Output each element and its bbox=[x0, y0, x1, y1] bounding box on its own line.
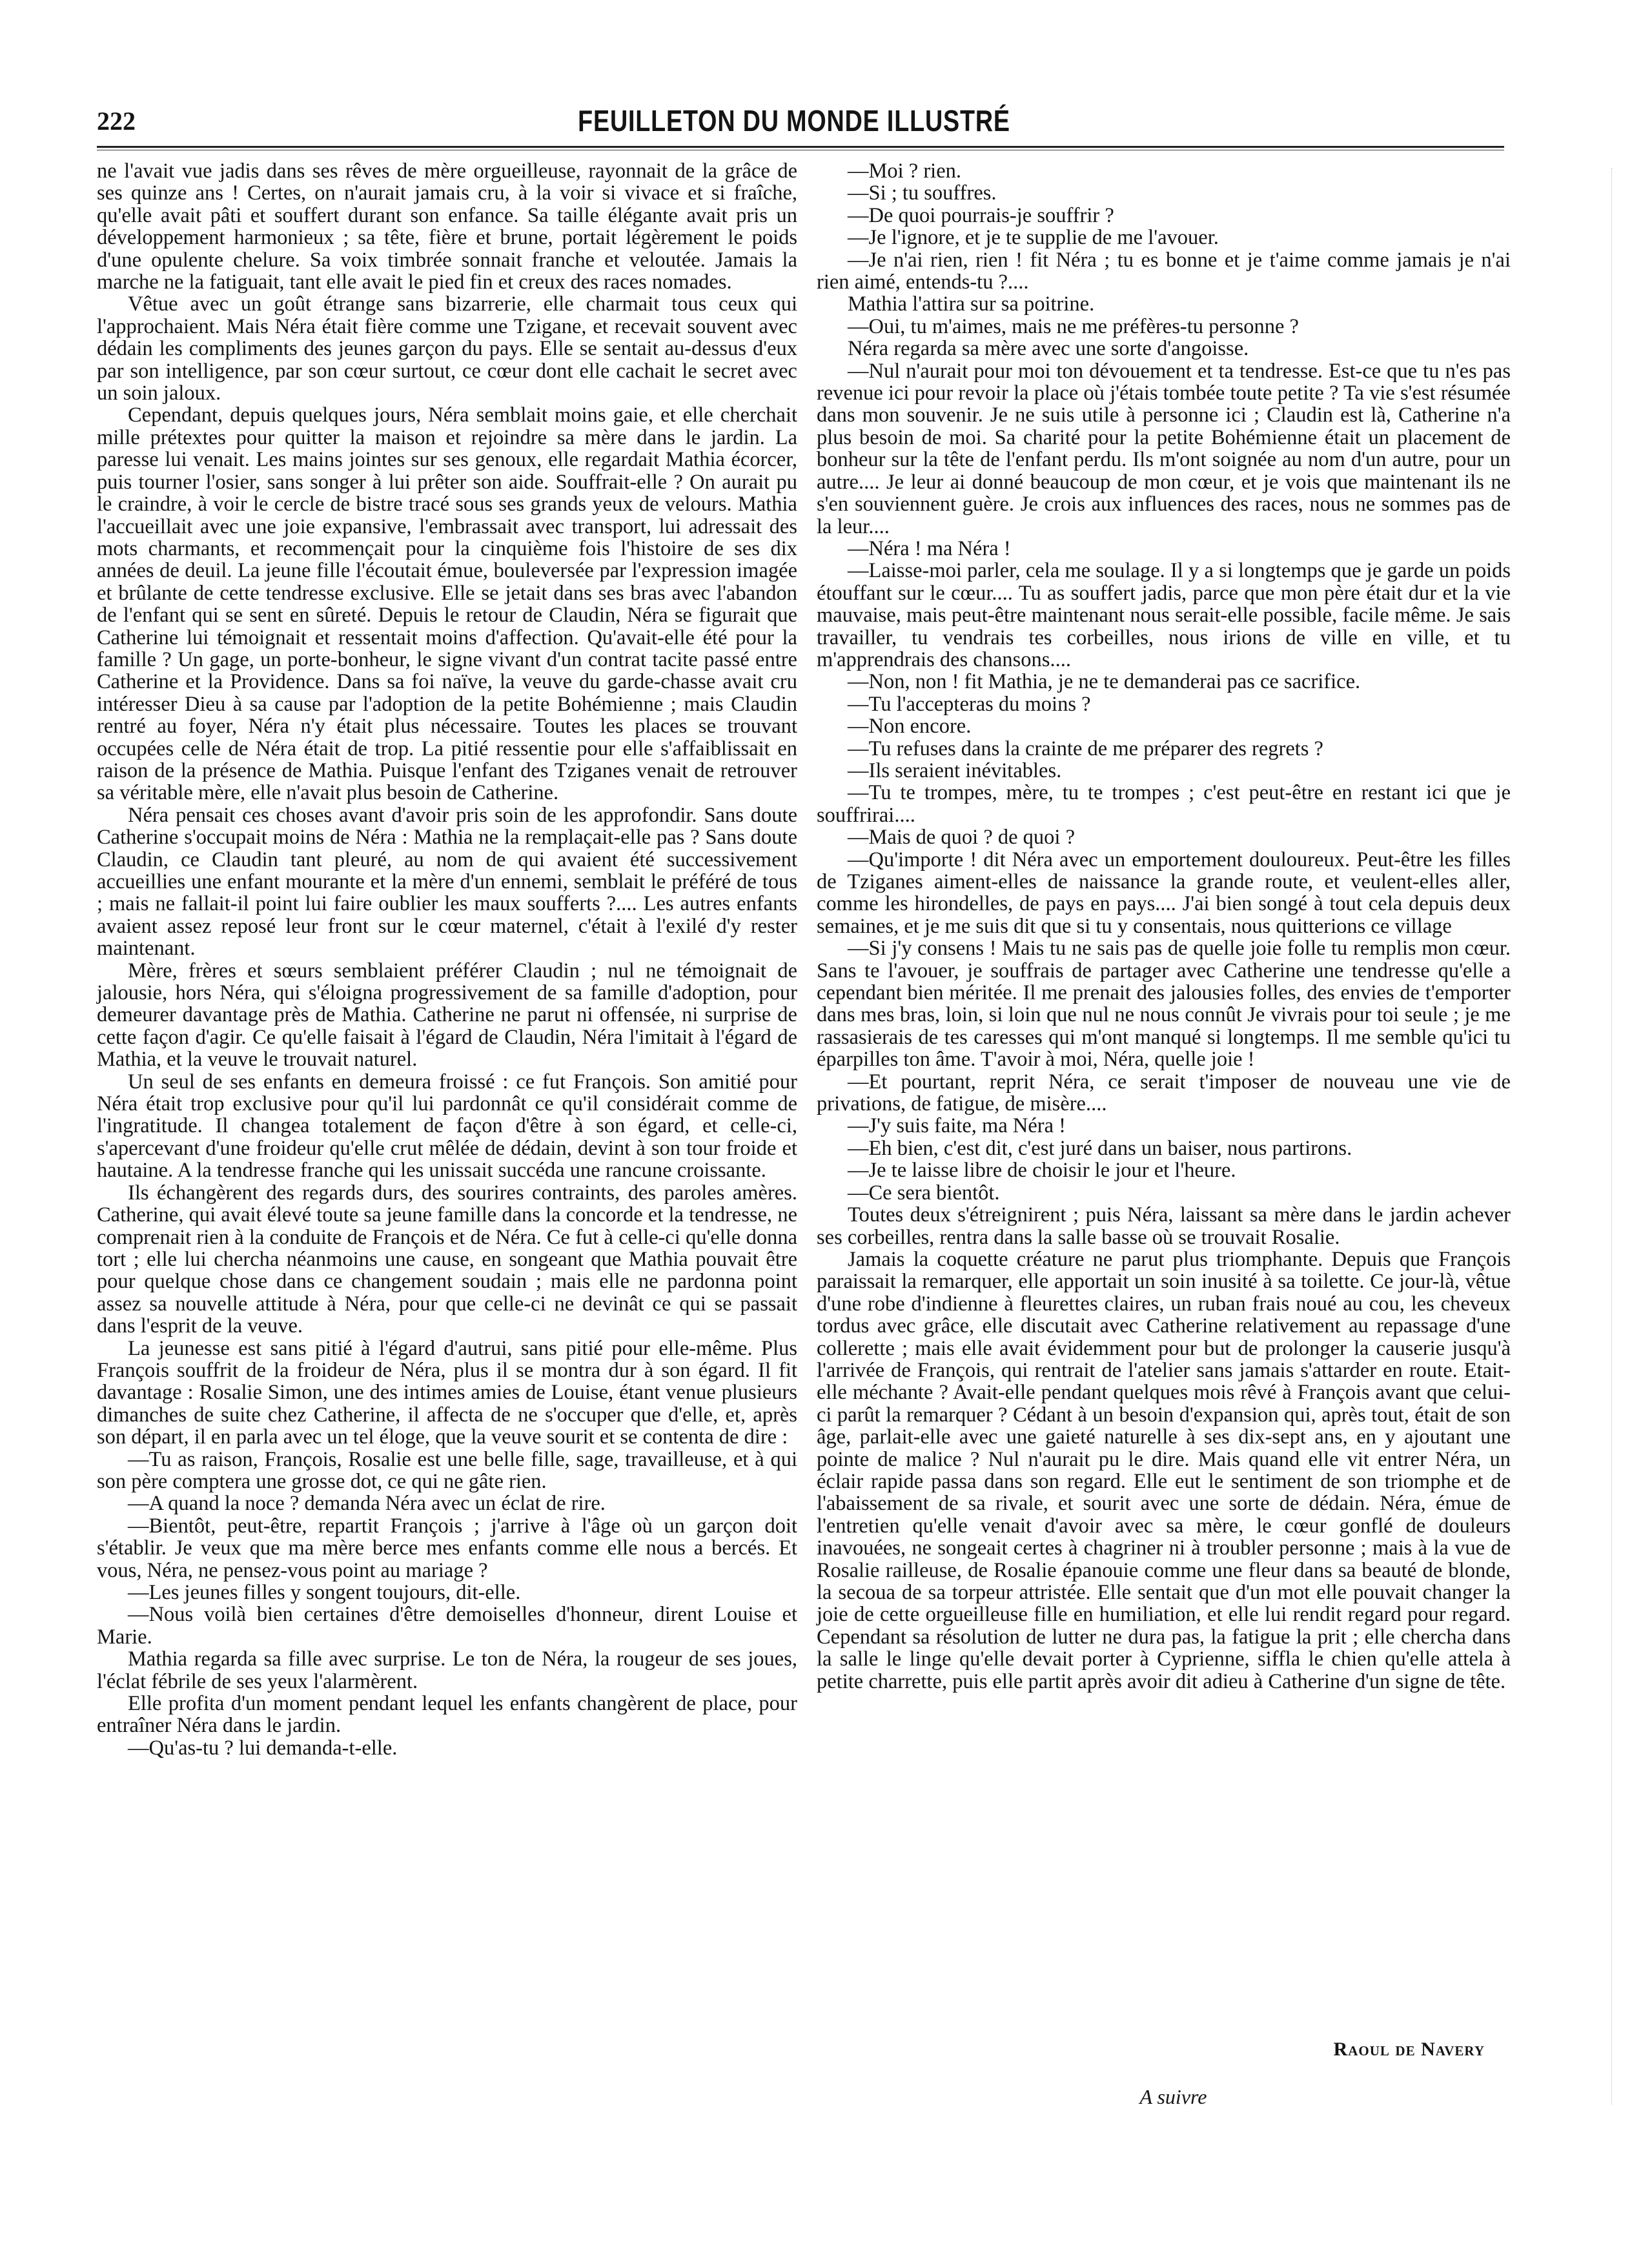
dialogue-line: —Non encore. bbox=[848, 715, 972, 738]
signature-block bbox=[817, 2039, 1511, 2109]
dialogue-line: —Je l'ignore, et je te supplie de me l'avouer. bbox=[848, 226, 1219, 250]
dialogue-line: —Je n'ai rien, rien ! fit Néra ; tu es bonne et je t'aime comme jamais je n'ai rien aimé, entends-tu ?.... bbox=[817, 248, 1511, 294]
dialogue-line: —Qu'importe ! dit Néra avec un emportement douloureux. Peut-être les filles de Tziganes aiment-elles de naissance la grande route, et veulent-elles aller, comme les hirondelles, de pays en pays.... J'ai bien songé à tout cela depuis deux semaines, et je me suis dit que si tu y consentais, nous quitterions ce village bbox=[817, 848, 1511, 938]
paragraph: ne l'avait vue jadis dans ses rêves de mère orgueilleuse, rayonnait de la grâce de ses quinze ans ! Certes, on n'aurait jamais cru, à la voir si vivace et si fraîche, qu'elle avait pâti et souffert durant son enfance. Sa taille élégante avait pris un développement harmonieux ; sa tête, fière et brune, portait légèrement le poids d'une opulente chelure. Sa voix timbrée sonnait franche et veloutée. Jamais la marche ne la fatiguait, tant elle avait le pied fin et creux des races nomades. bbox=[97, 159, 797, 294]
dialogue-line: —Tu as raison, François, Rosalie est une belle fille, sage, travailleuse, et à qui son père comptera une grosse dot, ce qui ne gâte rien. bbox=[97, 1447, 797, 1493]
page-header bbox=[90, 97, 1498, 142]
dialogue-line: —Si ; tu souffres. bbox=[848, 181, 997, 205]
author-signature: Raoul de Navery bbox=[1333, 2039, 1485, 2060]
dialogue-line: —A quand la noce ? demanda Néra avec un éclat de rire. bbox=[128, 1492, 606, 1516]
dialogue-line: —Qu'as-tu ? lui demanda-t-elle. bbox=[128, 1736, 398, 1760]
dialogue-line: —Les jeunes filles y songent toujours, dit-elle. bbox=[128, 1581, 521, 1604]
paragraph: Néra pensait ces choses avant d'avoir pris soin de les approfondir. Sans doute Catherine s'occupait moins de Néra : Mathia ne la remplaçait-elle pas ? Sans doute Claudin, ce Claudin tant pleuré, au nom de qui avaient été successivement accueillies une enfant mourante et la mère d'un ennemi, semblait le préféré de tous ; mais ne fallait-il point lui faire oublier les maux soufferts ?.... Les autres enfants avaient assez reposé leur front sur le cœur maternel, c'était à l'exilé d'y rester maintenant. bbox=[97, 803, 797, 961]
dialogue-line: —Moi ? rien. bbox=[848, 159, 962, 183]
dialogue-line: —Mais de quoi ? de quoi ? bbox=[848, 826, 1076, 850]
dialogue-line: —Je te laisse libre de choisir le jour et l'heure. bbox=[848, 1159, 1236, 1183]
paragraph: Ils échangèrent des regards durs, des sourires contraints, des paroles amères. Catherine, qui avait élevé toute sa jeune famille dans la concorde et la tendresse, ne comprenait rien à la conduite de François et de Néra. Ce fut à celle-ci qu'elle donna tort ; elle lui chercha néanmoins une cause, en songeant que Mathia pouvait être pour quelque chose dans ce changement soudain ; mais elle ne pardonna point assez sa nouvelle attitude à Néra, pour que celle-ci ne devinât ce qui se passait dans l'esprit de la veuve. bbox=[97, 1181, 797, 1338]
paragraph: Un seul de ses enfants en demeura froissé : ce fut François. Son amitié pour Néra était trop exclusive pour qu'il lui pardonnât ce qu'il considérait comme de l'ingratitude. Il changea totalement de façon d'être à son égard, et celle-ci, s'apercevant d'une froideur qu'elle crut mêlée de dédain, devint à son tour froide et hautaine. A la tendresse franche qui les unissait succéda une rancune croissante. bbox=[97, 1070, 797, 1183]
header-rule bbox=[97, 146, 1504, 148]
paragraph: Néra regarda sa mère avec une sorte d'angoisse. bbox=[848, 337, 1249, 361]
dialogue-line: —Laisse-moi parler, cela me soulage. Il y a si longtemps que je garde un poids étouffant sur le cœur.... Tu as souffert jadis, parce que mon père était dur et la vie mauvaise, mais peut-être maintenant nous serait-elle possible, facile même. Je sais travailler, tu vendrais tes corbeilles, nous irions de ville en ville, et tu m'apprendrais des chansons.... bbox=[817, 559, 1511, 671]
right-column bbox=[817, 160, 1511, 1693]
dialogue-line: —J'y suis faite, ma Néra ! bbox=[848, 1114, 1066, 1138]
paragraph: Toutes deux s'étreignirent ; puis Néra, laissant sa mère dans le jardin achever ses corbeilles, rentra dans la salle basse où se trouvait Rosalie. bbox=[817, 1203, 1511, 1249]
dialogue-line: —Non, non ! fit Mathia, je ne te demanderai pas ce sacrifice. bbox=[848, 670, 1361, 694]
paragraph: Mathia l'attira sur sa poitrine. bbox=[848, 292, 1095, 316]
dialogue-line: —Bientôt, peut-être, repartit François ; j'arrive à l'âge où un garçon doit s'établir. Je veux que ma mère berce mes enfants comme elle nous a bercés. Et vous, Néra, ne pensez-vous point au mariage ? bbox=[97, 1514, 797, 1582]
dialogue-line: —De quoi pourrais-je souffrir ? bbox=[848, 203, 1114, 227]
dialogue-line: —Nul n'aurait pour moi ton dévouement et ta tendresse. Est-ce que tu n'es pas revenue ici pour revoir la place où j'étais tombée toute petite ? Ta vie s'est résumée dans mon souvenir. Je ne suis utile à personne ici ; Claudin est là, Catherine n'a plus besoin de moi. Sa charité pour la petite Bohémienne était un placement de bonheur sur la tête de l'enfant perdu. Ils m'ont soignée au nom d'un autre, pour un autre.... Je leur ai donné beaucoup de mon cœur, et je vois que maintenant ils ne s'en souviennent guère. Je crois aux influences des races, nous ne sommes pas de la leur.... bbox=[817, 359, 1511, 538]
dialogue-line: —Et pourtant, reprit Néra, ce serait t'imposer de nouveau une vie de privations, de fatigue, de misère.... bbox=[817, 1070, 1511, 1116]
dialogue-line: —Eh bien, c'est dit, c'est juré dans un baiser, nous partirons. bbox=[848, 1136, 1352, 1160]
paragraph: Elle profita d'un moment pendant lequel les enfants changèrent de place, pour entraîner Néra dans le jardin. bbox=[97, 1692, 797, 1738]
to-be-continued: A suivre bbox=[1139, 2085, 1207, 2108]
dialogue-line: —Tu refuses dans la crainte de me préparer des regrets ? bbox=[848, 737, 1323, 760]
dialogue-line: —Néra ! ma Néra ! bbox=[848, 536, 1011, 560]
paragraph: Mère, frères et sœurs semblaient préférer Claudin ; nul ne témoignait de jalousie, hors Néra, qui s'éloigna progressivement de sa famille d'adoption, pour demeurer davantage près de Mathia. Catherine ne parut ni offensée, ni surprise de cette façon d'agir. Ce qu'elle faisait à l'égard de Claudin, Néra l'imitait à l'égard de Mathia, et la veuve le trouvait naturel. bbox=[97, 959, 797, 1072]
paragraph: Mathia regarda sa fille avec surprise. Le ton de Néra, la rougeur de ses joues, l'éclat fébrile de ses yeux l'alarmèrent. bbox=[97, 1647, 797, 1693]
paragraph: Jamais la coquette créature ne parut plus triomphante. Depuis que François paraissait la remarquer, elle apportait un soin inusité à sa toilette. Ce jour-là, vêtue d'une robe d'indienne à fleurettes claires, un ruban frais noué au cou, les cheveux tordus avec grâce, elle discutait avec Catherine relativement au repassage d'une collerette ; mais elle avait évidemment pour but de prolonger la causerie jusqu'à l'arrivée de François, qui rentrait de l'atelier sans jamais s'attarder en route. Etait-elle méchante ? Avait-elle pendant quelques mois rêvé à François avant que celui-ci parût la remarquer ? Cédant à un besoin d'expansion qui, après tout, était de son âge, parlait-elle avec une gaieté naturelle à ses dix-sept ans, en y ajoutant une pointe de malice ? Nul n'aurait pu le dire. Mais quand elle vit entrer Néra, un éclair rapide passa dans son regard. Elle eut le sentiment de son triomphe et de l'abaissement de sa rivale, et sourit avec une sorte de dédain. Néra, émue de l'entretien qu'elle venait d'avoir avec sa mère, le cœur gonflé de douleurs inavouées, ne songeait certes à chagriner ni à troubler personne ; mais à la vue de Rosalie railleuse, de Rosalie épanouie comme une fleur dans sa beauté de blonde, la secoua de sa torpeur attristée. Elle sentait que d'un mot elle pouvait changer la joie de cette orgueilleuse fille en humiliation, et elle lui rendit regard pour regard. Cependant sa résolution de lutter ne dura pas, la fatigue la prit ; elle chercha dans la salle le linge qu'elle devait porter à Cyprienne, siffla le chien qu'elle attela à petite charrette, puis elle partit après avoir dit adieu à Catherine d'un signe de tête. bbox=[817, 1247, 1511, 1693]
page-edge-dotted-line bbox=[1611, 168, 1612, 2104]
dialogue-line: —Tu te trompes, mère, tu te trompes ; c'est peut-être en restant ici que je souffrirai.... bbox=[817, 781, 1511, 827]
paragraph: Cependant, depuis quelques jours, Néra semblait moins gaie, et elle cherchait mille prétextes pour quitter la maison et rejoindre sa mère dans le jardin. La paresse lui venait. Les mains jointes sur ses genoux, elle regardait Mathia écorcer, puis tourner l'osier, sans songer à lui prêter son aide. Souffrait-elle ? On aurait pu le craindre, à voir le cercle de bistre tracé sous ses grands yeux de velours. Mathia l'accueillait avec une joie expansive, l'embrassait avec transport, lui adressait des mots charmants, et recommençait pour la cinquième fois l'histoire de ses dix années de deuil. La jeune fille l'écoutait émue, bouleversée par l'expression imagée et brûlante de cette tendresse exclusive. Elle se jetait dans ses bras avec l'abandon de l'enfant qui se sent en sûreté. Depuis le retour de Claudin, Néra se figurait que Catherine lui témoignait et ressentait moins d'affection. Qu'avait-elle été pour la famille ? Un gage, un porte-bonheur, le signe vivant d'un contrat tacite passé entre Catherine et la Providence. Dans sa foi naïve, la veuve du garde-chasse avait cru intéresser Dieu à sa cause par l'adoption de la petite Bohémienne ; mais Claudin rentré au foyer, Néra n'y était plus nécessaire. Toutes les places se trouvant occupées celle de Néra était de trop. La pitié ressentie pour elle s'affaiblissait en raison de la présence de Mathia. Puisque l'enfant des Tziganes venait de retrouver sa véritable mère, elle n'avait plus besoin de Catherine. bbox=[97, 403, 797, 805]
dialogue-line: —Ce sera bientôt. bbox=[848, 1181, 1000, 1205]
left-column bbox=[97, 160, 797, 1759]
journal-title: FEUILLETON DU MONDE ILLUSTRÉ bbox=[578, 104, 1010, 137]
dialogue-line: —Si j'y consens ! Mais tu ne sais pas de quelle joie folle tu remplis mon cœur. Sans te l'avouer, je souffrais de partager avec Catherine une tendresse qu'elle a cependant bien méritée. Il me prenait des jalousies folles, des envies de t'emporter dans mes bras, loin, si loin que nul ne nous connût Je vivrais pour toi seule ; je me rassasierais de tes caresses qui m'ont manqué si longtemps. Il me semble qu'ici tu éparpilles ton âme. T'avoir à moi, Néra, quelle joie ! bbox=[817, 937, 1511, 1072]
dialogue-line: —Oui, tu m'aimes, mais ne me préfères-tu personne ? bbox=[848, 314, 1299, 338]
paragraph: Vêtue avec un goût étrange sans bizarrerie, elle charmait tous ceux qui l'approchaient. Mais Néra était fière comme une Tzigane, et recevait souvent avec dédain les compliments des jeunes garçon du pays. Elle se sentait au-dessus d'eux par son intelligence, par son cœur surtout, ce cœur dont elle cachait le secret avec un soin jaloux. bbox=[97, 292, 797, 405]
dialogue-line: —Tu l'accepteras du moins ? bbox=[848, 692, 1091, 716]
dialogue-line: —Nous voilà bien certaines d'être demoiselles d'honneur, dirent Louise et Marie. bbox=[97, 1603, 797, 1649]
page-number: 222 bbox=[97, 107, 136, 136]
paragraph: La jeunesse est sans pitié à l'égard d'autrui, sans pitié pour elle-même. Plus François souffrit de la froideur de Néra, plus il se montra dur à son égard. Il fit davantage : Rosalie Simon, une des intimes amies de Louise, étant venue plusieurs dimanches de suite chez Catherine, il affecta de ne s'occuper que d'elle, et, après son départ, il en parla avec un tel éloge, que la veuve sourit et se contenta de dire : bbox=[97, 1336, 797, 1449]
dialogue-line: —Ils seraient inévitables. bbox=[848, 758, 1062, 782]
